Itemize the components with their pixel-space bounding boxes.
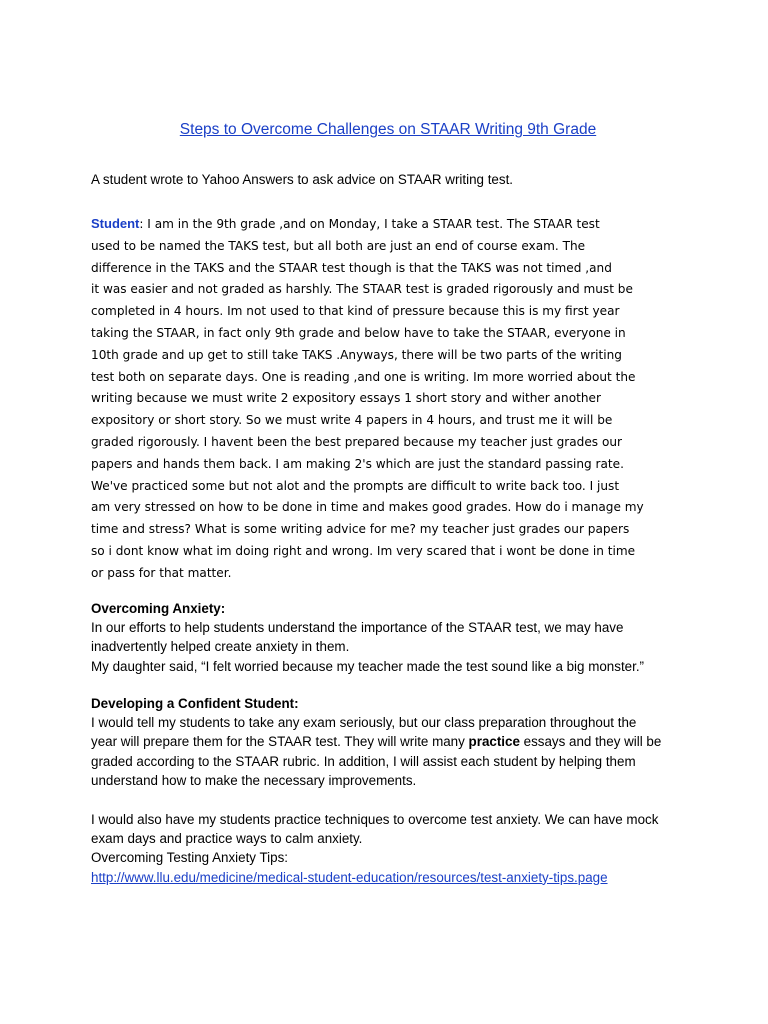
student-line: difference in the TAKS and the STAAR test though is that the TAKS was not timed ,and: [91, 260, 612, 275]
test-anxiety-tips-link[interactable]: http://www.llu.edu/medicine/medical-student-education/resources/test-anxiety-tips.page: [91, 869, 608, 885]
paragraph-line: My daughter said, “I felt worried because my teacher made the test sound like a big monster.”: [91, 658, 645, 674]
paragraph-line: I would also have my students practice techniques to overcome test anxiety. We can have mock: [91, 812, 659, 827]
paragraph-line: Overcoming Testing Anxiety Tips:: [91, 850, 288, 866]
section-heading: Overcoming Anxiety:: [91, 601, 226, 616]
student-line: 10th grade and up get to still take TAKS .Anyways, there will be two parts of the writing: [91, 347, 622, 362]
section-heading: Developing a Confident Student:: [91, 696, 299, 711]
paragraph-line: In our efforts to help students understand the importance of the STAAR test, we may have: [91, 620, 624, 636]
student-line: taking the STAAR, in fact only 9th grade and below have to take the STAAR, everyone in: [91, 325, 626, 340]
student-line: used to be named the TAKS test, but all both are just an end of course exam. The: [91, 238, 586, 253]
student-line: so i dont know what im doing right and wrong. Im very scared that i wont be done in time: [91, 543, 636, 558]
student-line: completed in 4 hours. Im not used to that kind of pressure because this is my first year: [91, 304, 620, 319]
student-first-line: : I am in the 9th grade ,and on Monday, I take a STAAR test. The STAAR test: [139, 217, 600, 231]
practice-emphasis: practice: [468, 734, 520, 750]
student-line: writing because we must write 2 expository essays 1 short story and wither another: [91, 391, 601, 406]
student-line: We've practiced some but not alot and the prompts are difficult to write back too. I just: [91, 478, 620, 493]
confident-student-section: [91, 694, 709, 790]
student-line: expository or short story. So we must write 4 papers in 4 hours, and trust me it will be: [91, 413, 613, 428]
student-line: it was easier and not graded as harshly. The STAAR test is graded rigorously and must be: [91, 282, 633, 297]
student-line: [91, 213, 701, 236]
text-run: essays and they will be: [519, 734, 662, 750]
student-line: papers and hands them back. I am making 2's which are just the standard passing rate.: [91, 456, 624, 471]
paragraph-line: understand how to make the necessary improvements.: [91, 772, 417, 788]
student-line: or pass for that matter.: [91, 565, 232, 580]
document-title: Steps to Overcome Challenges on STAAR Writing 9th Grade: [179, 121, 597, 138]
paragraph-line: exam days and practice ways to calm anxiety.: [91, 831, 363, 847]
student-line: graded rigorously. I havent been the best prepared because my teacher just grades our: [91, 434, 622, 449]
intro-paragraph: A student wrote to Yahoo Answers to ask advice on STAAR writing test.: [91, 172, 514, 187]
paragraph-line: I would tell my students to take any exam seriously, but our class preparation throughout the: [91, 715, 637, 731]
overcoming-anxiety-section: [91, 599, 709, 676]
paragraph-line: graded according to the STAAR rubric. In addition, I will assist each student by helping them: [91, 753, 636, 769]
practice-section: [91, 810, 709, 887]
student-line: am very stressed on how to be done in time and makes good grades. How do i manage my: [91, 500, 644, 515]
text-run: year will prepare them for the STAAR test. They will write many: [91, 734, 469, 750]
student-label: Student: [91, 216, 140, 231]
student-line: test both on separate days. One is reading ,and one is writing. Im more worried about the: [91, 369, 636, 384]
student-question: [91, 213, 701, 585]
paragraph-line: inadvertently helped create anxiety in them.: [91, 639, 350, 655]
paragraph-line: [91, 732, 709, 751]
student-line: time and stress? What is some writing advice for me? my teacher just grades our papers: [91, 522, 630, 537]
